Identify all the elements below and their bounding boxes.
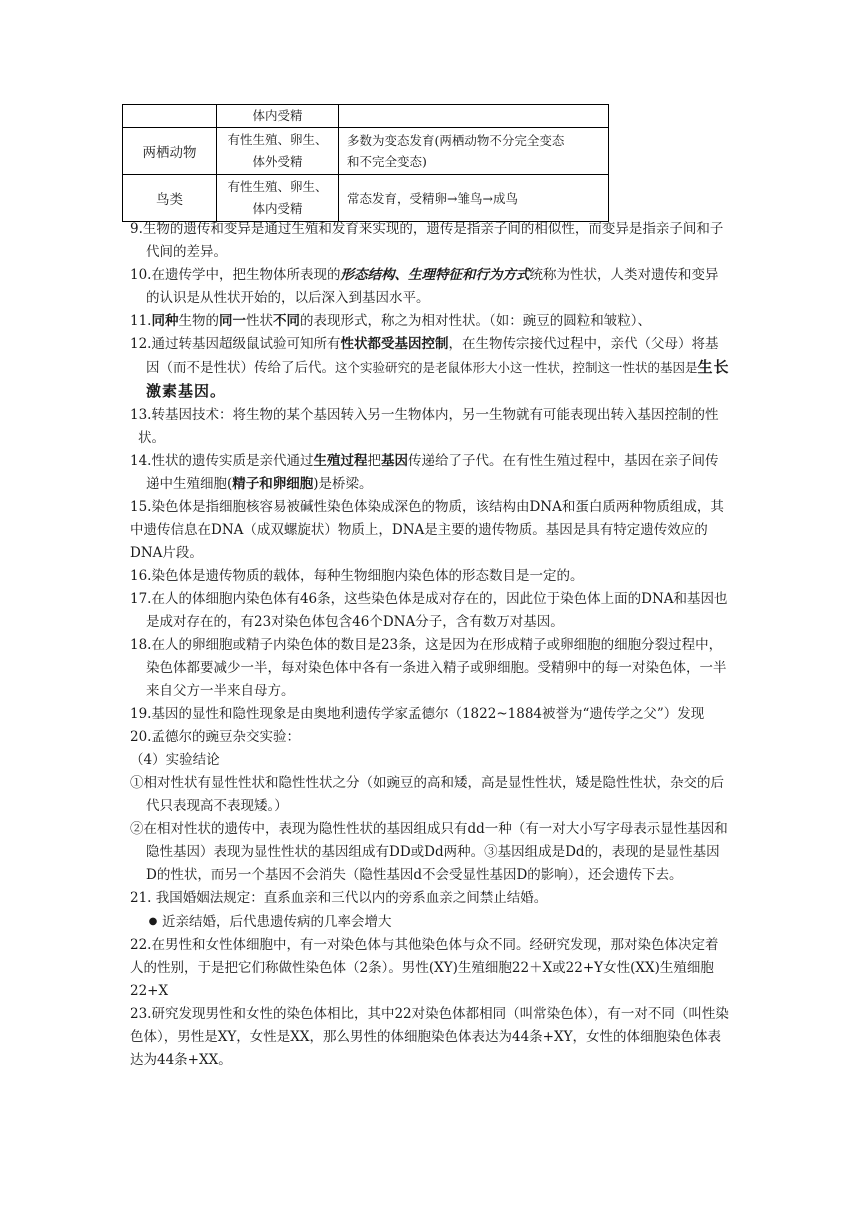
text-span: 生物的 (178, 313, 219, 329)
cell-line: 多数为变态发育(两栖动物不分完全变态 (347, 133, 565, 148)
table-cell (123, 105, 217, 128)
text-span: 近亲结婚，后代患遗传病的几率会增大 (162, 914, 392, 930)
item-12 (130, 333, 730, 404)
bullet-item (130, 910, 730, 934)
item-23: 23.研究发现男性和女性的染色体相比，其中22对染色体都相同（叫常染色体），有一对不同（叫性染色体），男性是XY，女性是XX，那么男性的体细胞染色体表达为44条+XY，女性的体细胞染色体表达为44条+XX。 (130, 1006, 729, 1068)
item-9: 9.生物的遗传和变异是通过生殖和发育来实现的，遗传是指亲子间的相似性，而变异是指亲子间和子代间的差异。 (130, 221, 724, 260)
item-21: 21. 我国婚姻法规定：直系血亲和三代以内的旁系血亲之间禁止结婚。 (130, 890, 548, 906)
cell-line: 有性生殖、卵生、 (227, 179, 328, 194)
text-span: 12.通过转基因超级鼠试验可知所有 (130, 336, 341, 352)
conclusion-1: ①相对性状有显性性状和隐性性状之分（如豌豆的高和矮，高是显性性状，矮是隐性性状，杂交的后代只表现高不表现矮。） (130, 775, 724, 814)
item-18: 18.在人的卵细胞或精子内染色体的数目是23条，这是因为在形成精子或卵细胞的细胞分裂过程中，染色体都要减少一半，每对染色体中各有一条进入精子或卵细胞。受精卵中的每一对染色体，一半来自父方一半来自母方。 (130, 637, 727, 699)
table-cell-reproduction (217, 175, 339, 222)
item-11 (130, 310, 730, 333)
notes-body (130, 218, 730, 1072)
text-span: ，在生物传宗接代过程中，亲代（父母）将基因（而不是性状）传给了后代。 (146, 336, 719, 376)
conclusion-2: ②在相对性状的遗传中，表现为隐性性状的基因组成只有dd一种（有一对大小写字母表示显性基因和隐性基因）表现为显性性状的基因组成有DD或Dd两种。③基因组成是Dd的，表现的是显性基因D的性状，而另一个基因不会消失（隐性基因d不会受显性基因D的影响），还会遗传下去。 (130, 821, 728, 883)
bold-text: 精子和卵细胞 (232, 476, 314, 492)
table-row (123, 175, 609, 222)
table-cell: 体内受精 (217, 105, 339, 128)
text-span: 14.性状的遗传实质是亲代通过 (130, 453, 314, 469)
table-row (123, 105, 609, 128)
item-10 (130, 264, 730, 310)
text-span: 把 (367, 453, 381, 469)
item-20-4: （4）实验结论 (130, 752, 220, 768)
table-cell (339, 105, 609, 128)
table-cell-animal: 鸟类 (123, 175, 217, 222)
reproduction-table (122, 104, 609, 222)
item-16: 16.染色体是遗传物质的载体，每种生物细胞内染色体的形态数目是一定的。 (130, 568, 584, 584)
text-span: 传递给了子代。在有性生殖过程中，基因在亲子间传递中生殖细胞( (146, 453, 719, 492)
bold-text: 基因 (380, 453, 408, 469)
table-row (123, 128, 609, 175)
item-20: 20.孟德尔的豌豆杂交实验： (130, 729, 300, 745)
cell-line: 体内受精 (252, 201, 303, 216)
text-span: )是桥梁。 (313, 476, 373, 492)
emphasis-text: 形态结构、生理特征和行为方式 (340, 267, 530, 283)
item-17: 17.在人的体细胞内染色体有46条，这些染色体是成对存在的，因此位于染色体上面的DNA和基因也是成对存在的，有23对染色体包含46个DNA分子，含有数万对基因。 (130, 591, 728, 630)
bullet-icon: ● (148, 916, 158, 927)
table-cell-reproduction (217, 128, 339, 175)
item-14 (130, 450, 730, 496)
bold-text: 性状都受基因控制 (340, 336, 449, 352)
bold-text: 生殖过程 (313, 453, 368, 469)
text-span: 这个实验研究的是老鼠体形大小这一性状，控制这一性状的基因是 (335, 360, 698, 375)
text-span: 11. (130, 313, 152, 329)
text-span: 性状 (245, 313, 273, 329)
item-13: 13.转基因技术：将生物的某个基因转入另一生物体内，另一生物就有可能表现出转入基因控制的性状。 (130, 407, 719, 446)
bold-text: 同一 (218, 313, 246, 329)
cell-line: 体外受精 (252, 154, 303, 169)
item-19: 19.基因的显性和隐性现象是由奥地利遗传学家孟德尔（1822~1884被誉为“遗传学之父”）发现 (130, 706, 705, 722)
item-22: 22.在男性和女性体细胞中，有一对染色体与其他染色体与众不同。经研究发现，那对染色体决定着人的性别，于是把它们称做性染色体（2条）。男性(XY)生殖细胞22＋X或22+Y女性(XX)生殖细胞22+X (130, 937, 719, 999)
text-span: 的表现形式，称之为相对性状。（如：豌豆的圆粒和皱粒）、 (299, 313, 651, 329)
table-cell-development (339, 128, 609, 175)
bold-text: 同种 (151, 313, 179, 329)
text-span: 统称为性状，人类对遗传和变异的认识是从性状开始的，以后深入到基因水平。 (146, 267, 719, 306)
table-cell-development: 常态发育，受精卵→雏鸟→成鸟 (339, 175, 609, 222)
table-cell-animal: 两栖动物 (123, 128, 217, 175)
cell-line: 有性生殖、卵生、 (227, 132, 328, 147)
item-15: 15.染色体是指细胞核容易被碱性染色体染成深色的物质，该结构由DNA和蛋白质两种物质组成，其中遗传信息在DNA（成双螺旋状）物质上，DNA是主要的遗传物质。基因是具有特定遗传效应的DNA片段。 (130, 499, 724, 561)
bold-text: 生长激素基因。 (146, 358, 730, 400)
bold-text: 不同 (272, 313, 300, 329)
cell-line: 和不完全变态) (347, 154, 427, 169)
text-span: 10.在遗传学中，把生物体所表现的 (130, 267, 341, 283)
